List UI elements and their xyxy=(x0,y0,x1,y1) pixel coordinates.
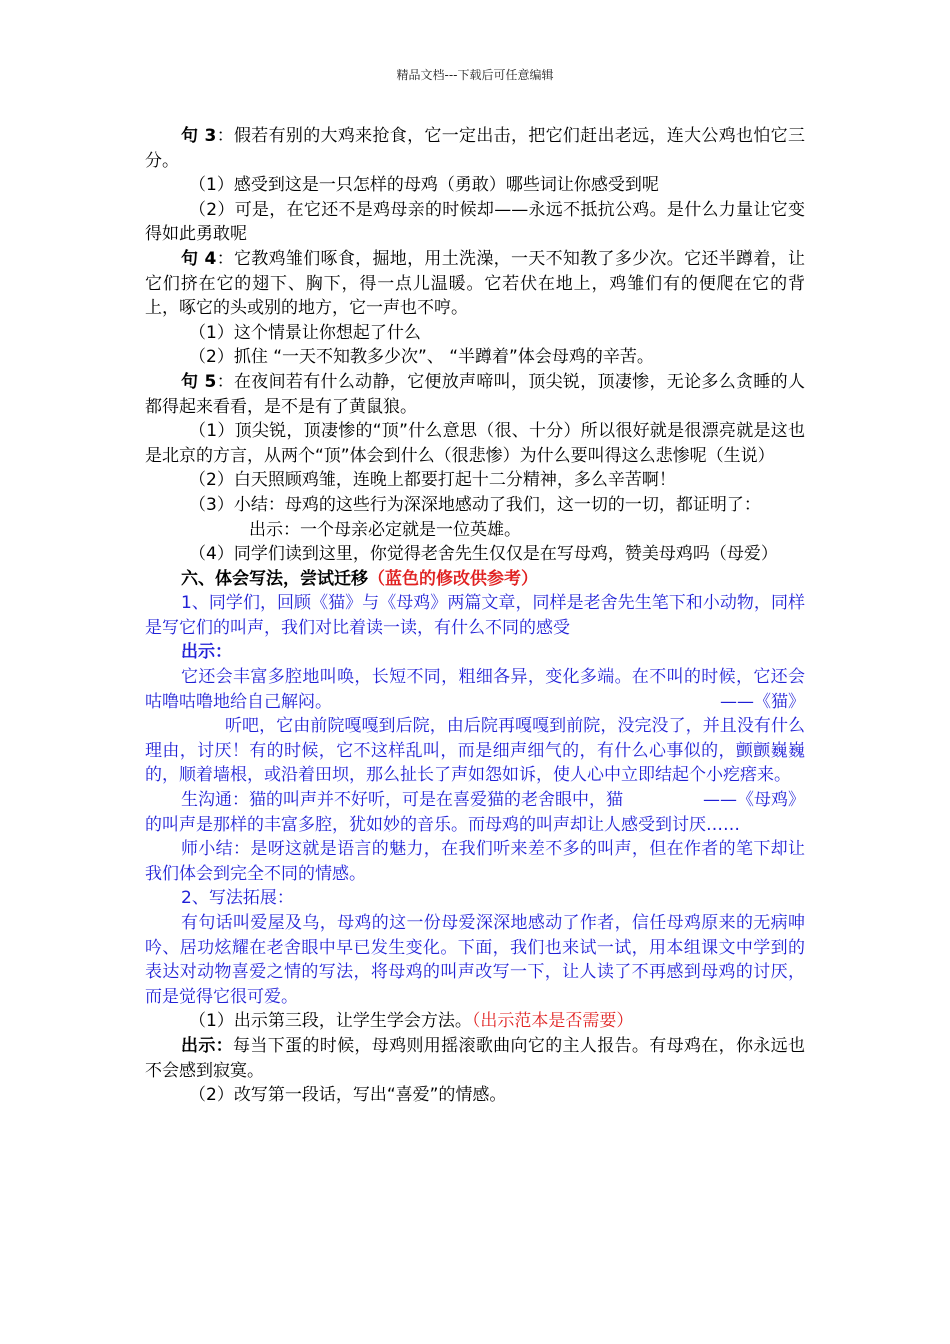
show-2-text: 每当下蛋的时候，母鸡则用摇滚歌曲向它的主人报告。有母鸡在，你永远也不会感到寂寞。 xyxy=(145,1035,806,1081)
section-6-note: （蓝色的修改供参考） xyxy=(368,568,538,589)
sentence-5-label: 句 5 xyxy=(181,371,217,392)
show-label-text: 出示： xyxy=(181,642,232,663)
sentence-5-question-4: （4）同学们读到这里，你觉得老舍先生仅仅是在写母鸡，赞美母鸡吗（母爱） xyxy=(189,544,778,565)
section-6-item-1: 1、同学们，回顾《猫》与《母鸡》两篇文章，同样是老舍先生笔下和小动物，同样是写它们的叫声，我们对比着读一读，有什么不同的感受 xyxy=(145,593,805,638)
teacher-summary: 师小结：是呀这就是语言的魅力，在我们听来差不多的叫声，但在作者的笔下却让我们体会到完全不同的情感。 xyxy=(145,839,805,884)
sentence-5-question-3: （3）小结：母鸡的这些行为深深地感动了我们，这一切的一切，都证明了： xyxy=(189,494,761,515)
student-communication: 生沟通：猫的叫声并不好听，可是在喜爱猫的老舍眼中，猫的叫声是那样的丰富多腔，犹如妙的音乐。而母鸡的叫声却让人感受到讨厌…… xyxy=(145,790,740,835)
show-2-label: 出示： xyxy=(181,1035,234,1056)
section-6-item-2: 2、写法拓展： xyxy=(181,888,294,909)
hen-source: ——《母鸡》 xyxy=(703,790,805,811)
sentence-3-text: ：假若有别的大鸡来抢食，它一定出击，把它们赶出老远，连大公鸡也怕它三分。 xyxy=(145,126,805,171)
sentence-5 xyxy=(145,370,805,419)
sentence-4-text: ：它教鸡雏们啄食，掘地，用土洗澡，一天不知教了多少次。它还半蹲着，让它们挤在它的翅下、胸下，得一点儿温暖。它若伏在地上，鸡雏们有的便爬在它的背上，啄它的头或别的地方，它一声也不哼。 xyxy=(145,248,805,319)
sentence-3-question-2: （2）可是，在它还不是鸡母亲的时候却——永远不抵抗公鸡。是什么力量让它变得如此勇敢呢 xyxy=(145,199,805,245)
cat-quote xyxy=(145,665,805,714)
step-1 xyxy=(145,1009,805,1034)
sentence-5-question-1: （1）顶尖锐，顶凄惨的“顶”什么意思（很、十分）所以很好就是很漂亮就是这也是北京的方言，从两个“顶”体会到什么（很悲惨）为什么要叫得这么悲惨呢（生说） xyxy=(145,421,805,466)
sentence-5-show: 出示：一个母亲必定就是一位英雄。 xyxy=(249,519,521,540)
sentence-4 xyxy=(145,247,805,321)
page-header: 精品文档---下载后可任意编辑 xyxy=(396,68,554,82)
section-6-heading xyxy=(145,567,805,592)
sentence-3 xyxy=(145,124,805,173)
sentence-5-text: ：在夜间若有什么动静，它便放声啼叫，顶尖锐，顶凄惨，无论多么贪睡的人都得起来看看，是不是有了黄鼠狼。 xyxy=(145,371,805,417)
show-2 xyxy=(145,1034,805,1083)
step-1-text: （1）出示第三段，让学生学会方法。 xyxy=(189,1011,472,1032)
section-6-title: 六、体会写法，尝试迁移 xyxy=(181,568,368,589)
sentence-4-question-2: （2）抓住 “一天不知教多少次”、 “半蹲着”体会母鸡的辛苦。 xyxy=(189,347,654,368)
step-2: （2）改写第一段话，写出“喜爱”的情感。 xyxy=(189,1085,507,1106)
sentence-5-question-2: （2）白天照顾鸡雏，连晚上都要打起十二分精神，多么辛苦啊！ xyxy=(189,470,676,491)
section-6-item-2-text: 有句话叫爱屋及乌，母鸡的这一份母爱深深地感动了作者，信任母鸡原来的无病呻吟、居功炫耀在老舍眼中早已发生变化。下面，我们也来试一试，用本组课文中学到的表达对动物喜爱之情的写法，将母鸡的叫声改写一下，让人读了不再感到母鸡的讨厌，而是觉得它很可爱。 xyxy=(145,913,805,1007)
step-1-note: （出示范本是否需要） xyxy=(471,1011,634,1032)
sentence-3-question-1: （1）感受到这是一只怎样的母鸡（勇敢）哪些词让你感受到呢 xyxy=(189,175,659,196)
document-body xyxy=(145,124,805,1108)
sentence-4-question-1: （1）这个情景让你想起了什么 xyxy=(189,322,421,343)
section-6-show-label xyxy=(145,640,805,665)
hen-quote xyxy=(145,714,805,811)
cat-source: ——《猫》 xyxy=(720,691,805,712)
hen-quote-text: 听吧，它由前院嘎嘎到后院，由后院再嘎嘎到前院，没完没了，并且没有什么理由，讨厌！有的时候，它不这样乱叫，而是细声细气的，有什么心事似的，颤颤巍巍的，顺着墙根，或沿着田坝，那么扯长了声如怨如诉，使人心中立即结起个小疙瘩来。 xyxy=(145,716,805,786)
cat-quote-text: 它还会丰富多腔地叫唤，长短不同，粗细各异，变化多端。在不叫的时候，它还会咕噜咕噜地给自己解闷。 xyxy=(145,667,805,712)
sentence-4-label: 句 4 xyxy=(181,248,217,269)
sentence-3-label: 句 3 xyxy=(181,126,217,146)
